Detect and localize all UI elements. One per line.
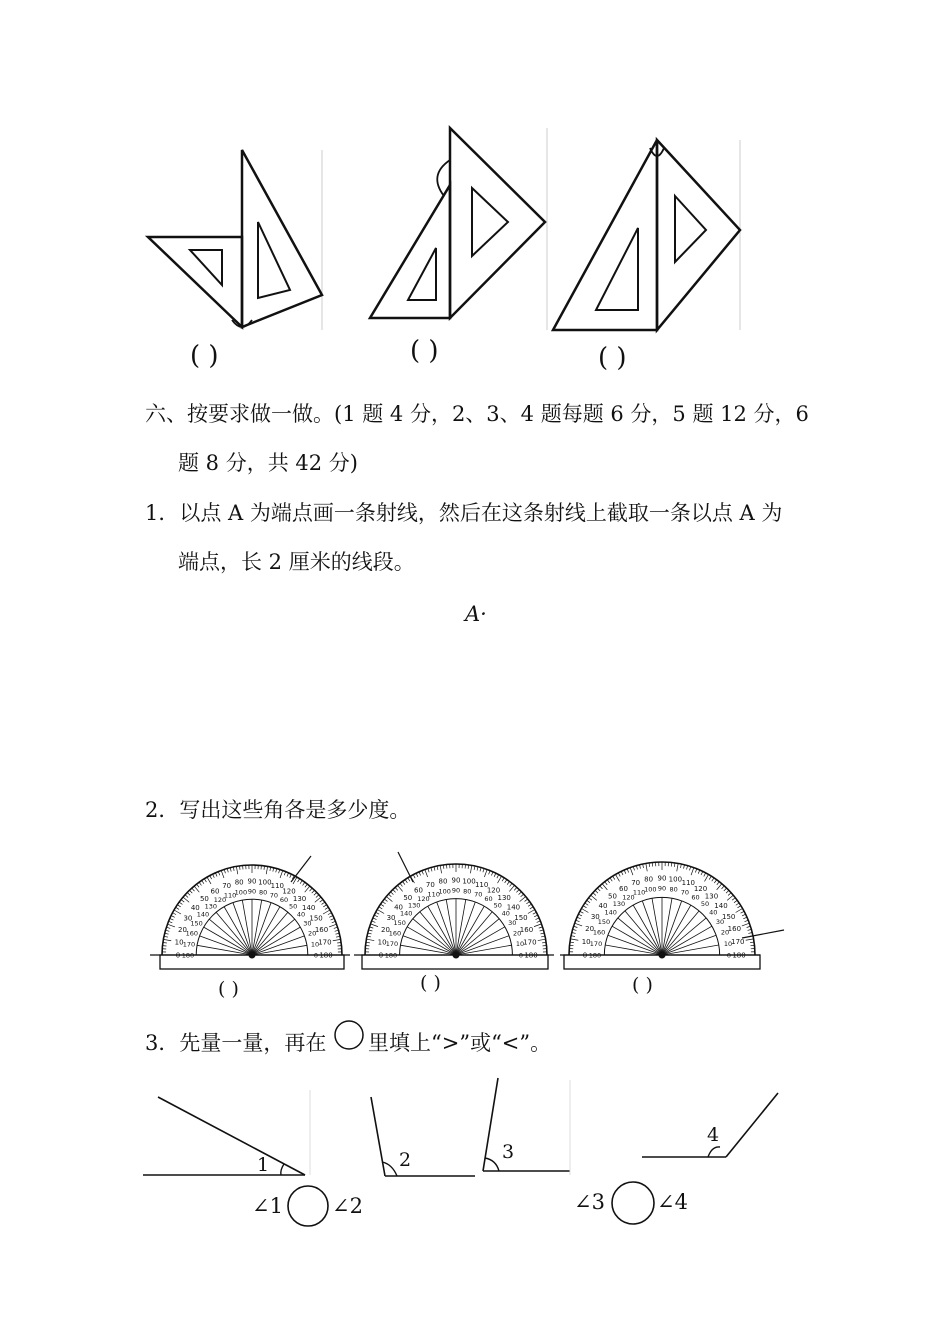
protractor-scale-outer: 150: [514, 914, 528, 922]
q1-text-cont: 端点，长 2 厘米的线段。: [178, 550, 415, 574]
protractor-scale-inner: 80: [669, 885, 678, 894]
protractor-scale-outer: 20: [585, 925, 595, 934]
protractor-scale-outer: 130: [704, 892, 719, 901]
protractor-scale-inner: 160: [592, 928, 606, 937]
protractor-scale-outer: 120: [282, 887, 296, 896]
protractor-scale-outer: 110: [681, 879, 696, 888]
protractor-scale-outer: 160: [519, 925, 534, 934]
protractor-scale-inner: 120: [213, 896, 227, 905]
protractor-scale-inner: 140: [399, 909, 413, 918]
protractor-scale-inner: 60: [279, 896, 289, 905]
protractor-scale-inner: 50: [493, 901, 502, 910]
protractor-scale-outer: 40: [190, 903, 200, 912]
protractor-scale-inner: 90: [247, 887, 257, 896]
protractor-scale-outer: 0: [582, 951, 588, 960]
angle-label-3: 3: [502, 1141, 515, 1163]
protractor-scale-outer: 100: [668, 875, 683, 884]
angle-label-2: 2: [399, 1149, 412, 1171]
protractor-scale-inner: 20: [720, 928, 730, 937]
q2-answer-blank-1[interactable]: ( ): [218, 978, 239, 1000]
protractor-scale-inner: 50: [700, 900, 710, 909]
protractor-scale-inner: 30: [715, 918, 725, 926]
protractor-scale-outer: 100: [462, 877, 476, 886]
compare-angle-1: ∠1: [252, 1194, 283, 1218]
protractor-scale-inner: 100: [438, 887, 451, 896]
protractor-scale-inner: 70: [474, 890, 483, 899]
protractor-scale-outer: 170: [318, 938, 332, 947]
protractor-scale-outer: 0: [175, 951, 181, 960]
protractor-scale-outer: 40: [394, 903, 404, 912]
protractor-scale-inner: 180: [384, 951, 398, 960]
protractor-scale-inner: 70: [680, 888, 690, 897]
protractor-scale-inner: 170: [385, 940, 399, 949]
angle-label-1: 1: [257, 1154, 270, 1176]
protractor-scale-inner: 40: [296, 910, 306, 919]
q2-text: 2．写出这些角各是多少度。: [145, 798, 411, 822]
protractor-scale-inner: 50: [288, 902, 298, 911]
protractor-scale-inner: 110: [632, 888, 646, 897]
protractor-scale-inner: 20: [307, 929, 317, 938]
protractor-scale-outer: 110: [474, 881, 489, 890]
answer-blank-fig3[interactable]: ( ): [598, 343, 627, 373]
protractor-scale-inner: 70: [269, 891, 279, 900]
protractor-scale-outer: 70: [425, 881, 435, 890]
protractor-scale-outer: 70: [222, 881, 232, 890]
protractor-scale-inner: 180: [588, 951, 602, 960]
protractor-scale-outer: 50: [403, 894, 413, 903]
protractor-scale-outer: 150: [309, 914, 323, 923]
protractor-scale-outer: 140: [506, 903, 521, 912]
protractor-scale-outer: 80: [438, 877, 448, 886]
protractor-scale-outer: 110: [270, 881, 284, 890]
protractor-scale-outer: 90: [247, 877, 257, 886]
protractor-scale-inner: 110: [427, 890, 440, 899]
protractor-scale-inner: 10: [515, 940, 525, 949]
protractor-scale-inner: 160: [388, 929, 402, 938]
protractor-scale-outer: 60: [619, 884, 628, 893]
protractor-scale-outer: 70: [631, 879, 641, 888]
protractor-scale-inner: 160: [185, 929, 199, 938]
protractor-scale-outer: 60: [414, 886, 423, 895]
protractor-scale-inner: 140: [604, 908, 617, 917]
protractor-scale-inner: 0: [518, 951, 524, 960]
protractor-scale-inner: 130: [204, 902, 218, 911]
protractor-scale-outer: 100: [258, 878, 272, 887]
protractor-scale-inner: 30: [303, 919, 312, 928]
answer-blank-fig1[interactable]: ( ): [190, 341, 219, 371]
q2-answer-blank-2[interactable]: ( ): [420, 972, 441, 994]
protractor-scale-outer: 80: [644, 875, 654, 884]
protractor-scale-outer: 130: [292, 894, 307, 903]
protractor-scale-inner: 170: [182, 940, 196, 949]
protractor-scale-inner: 80: [258, 888, 268, 897]
protractor-scale-outer: 90: [451, 876, 461, 885]
protractor-scale-outer: 170: [523, 938, 537, 947]
protractor-scale-outer: 20: [178, 926, 187, 935]
protractor-scale-inner: 180: [181, 951, 195, 960]
protractor-scale-inner: 120: [622, 893, 635, 902]
protractor-scale-outer: 140: [714, 902, 728, 911]
protractor-scale-inner: 100: [234, 888, 248, 897]
protractor-scale-outer: 10: [174, 938, 184, 947]
protractor-scale-outer: 120: [693, 884, 708, 893]
protractor-scale-inner: 40: [501, 909, 510, 918]
protractor-scale-inner: 20: [512, 929, 522, 938]
protractor-scale-inner: 100: [644, 885, 657, 894]
protractor-scale-inner: 0: [313, 951, 319, 960]
protractor-scale-inner: 140: [196, 910, 210, 919]
protractor-scale-inner: 110: [223, 891, 237, 900]
protractor-scale-outer: 160: [314, 926, 329, 935]
protractor-scale-inner: 80: [463, 887, 472, 896]
protractor-scale-inner: 40: [709, 908, 718, 917]
protractor-scale-inner: 60: [691, 893, 700, 902]
section-heading-cont: 题 8 分，共 42 分): [178, 451, 358, 475]
protractor-scale-outer: 170: [731, 938, 745, 947]
protractor-scale-outer: 30: [183, 914, 193, 923]
compare-circle-2[interactable]: [610, 1180, 656, 1226]
protractor-scale-outer: 140: [301, 903, 316, 912]
protractor-scale-inner: 10: [723, 939, 733, 948]
protractor-scale-outer: 50: [608, 892, 617, 901]
protractor-scale-outer: 30: [386, 914, 396, 922]
protractor-scale-inner: 0: [726, 951, 732, 960]
protractor-scale-outer: 180: [524, 951, 538, 960]
protractor-scale-outer: 80: [234, 878, 244, 887]
protractor-scale-inner: 30: [508, 919, 517, 927]
protractor-scale-inner: 10: [310, 940, 320, 949]
compare-angle-4: ∠4: [657, 1190, 688, 1214]
compare-circle-1[interactable]: [286, 1184, 330, 1228]
answer-blank-fig2[interactable]: ( ): [410, 336, 439, 366]
q3-text-part2: 里填上“>”或“<”。: [368, 1031, 552, 1055]
protractor-scale-inner: 150: [190, 919, 203, 928]
protractor-scale-outer: 10: [581, 938, 591, 947]
protractor-scale-outer: 30: [590, 913, 600, 921]
protractor-scale-inner: 170: [589, 939, 603, 948]
protractor-scale-outer: 180: [319, 951, 333, 960]
protractor-scale-outer: 120: [486, 886, 501, 895]
angle-label-4: 4: [707, 1124, 720, 1146]
section-heading: 六、按要求做一做。(1 题 4 分，2、3、4 题每题 6 分，5 题 12 分，6: [145, 402, 809, 426]
compare-angle-2: ∠2: [332, 1194, 363, 1218]
protractor-scale-inner: 90: [451, 886, 461, 895]
protractor-scale-outer: 40: [598, 902, 608, 911]
protractor-scale-inner: 150: [597, 918, 611, 926]
protractor-scale-outer: 90: [657, 874, 667, 883]
protractor-scale-outer: 50: [199, 894, 209, 903]
compare-angle-3: ∠3: [574, 1190, 605, 1214]
protractor-scale-inner: 130: [408, 901, 421, 910]
protractor-scale-outer: 20: [381, 925, 390, 934]
protractor-scale-inner: 130: [612, 900, 626, 909]
protractor-scale-outer: 160: [727, 925, 742, 934]
point-a-label: A·: [465, 602, 487, 626]
protractor-scale-outer: 10: [377, 938, 387, 947]
protractor-scale-inner: 150: [393, 919, 406, 927]
q2-answer-blank-3[interactable]: ( ): [632, 974, 653, 996]
protractor-scale-outer: 150: [721, 913, 736, 921]
q1-text: 1．以点 A 为端点画一条射线，然后在这条射线上截取一条以点 A 为: [145, 501, 783, 525]
protractor-scale-outer: 60: [210, 887, 220, 896]
q3-text-part1: 3．先量一量，再在: [145, 1031, 327, 1055]
protractor-scale-inner: 60: [484, 895, 493, 904]
protractor-scale-outer: 130: [497, 894, 511, 903]
protractor-scale-inner: 120: [417, 895, 430, 904]
protractor-scale-outer: 0: [378, 951, 384, 960]
protractor-scale-outer: 180: [732, 951, 746, 960]
protractor-scale-inner: 90: [657, 884, 667, 893]
